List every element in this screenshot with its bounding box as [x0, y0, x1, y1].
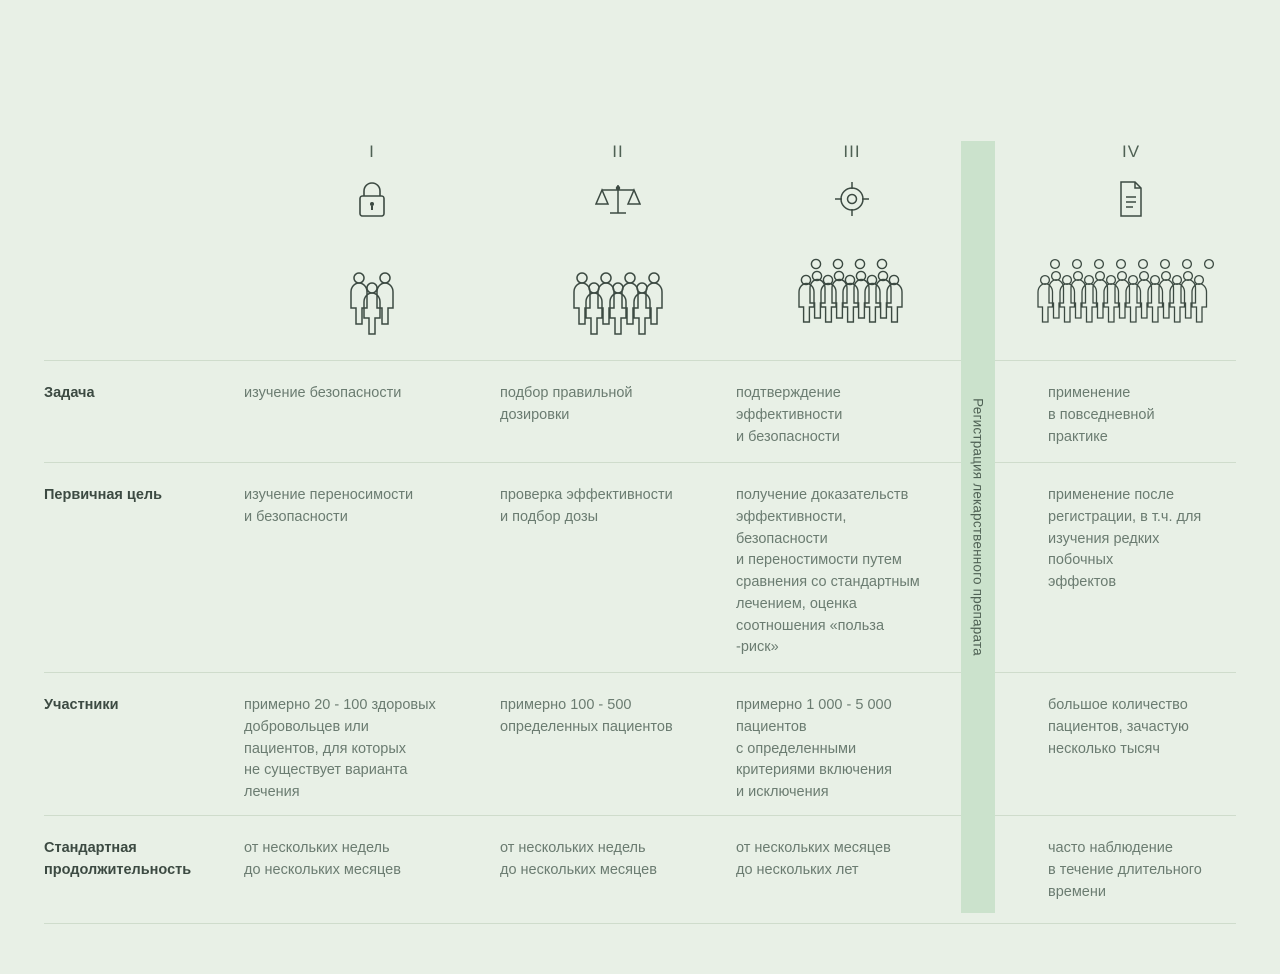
- cell-task-phase2: подбор правильной дозировки: [500, 385, 633, 423]
- cell-goal-phase4: применение после регистрации, в т.ч. для изучения редких побочных эффектов: [1048, 487, 1202, 590]
- cell-task-phase1: изучение безопасности: [244, 385, 402, 401]
- row-label-participants: Участники: [44, 697, 119, 713]
- cell-task-phase3: подтверждение эффективности и безопасности: [736, 385, 843, 445]
- people-group-2: [500, 234, 736, 344]
- cell-goal-phase1: изучение переносимости и безопасности: [244, 487, 414, 525]
- phase-column-2: [500, 128, 736, 360]
- phase-roman-3: III: [843, 142, 861, 161]
- lock-icon: [244, 176, 500, 222]
- phase-column-4: [1026, 128, 1236, 360]
- people-group-3: [736, 234, 968, 344]
- people-group-1: [244, 234, 500, 344]
- phase-roman-4: IV: [1121, 142, 1141, 161]
- cell-participants-phase3: примерно 1 000 - 5 000 пациентов с определенными критериями включения и исключения: [736, 697, 892, 800]
- phase-column-1: [244, 128, 500, 360]
- cell-task-phase4: применение в повседневной практике: [1048, 385, 1155, 445]
- cell-duration-phase4: часто наблюдение в течение длительного времени: [1048, 840, 1202, 900]
- row-label-primary-goal: Первичная цель: [44, 487, 163, 503]
- header-label-spacer: [44, 128, 244, 360]
- table-row: [44, 815, 1236, 924]
- cell-participants-phase1: примерно 20 - 100 здоровых добровольцев или пациентов, для которых не существует варианта лечения: [244, 697, 436, 800]
- row-label-duration: Стандартная продолжительность: [44, 840, 192, 878]
- people-group-4: [1026, 234, 1236, 344]
- phase-column-3: [736, 128, 968, 360]
- cell-participants-phase2: примерно 100 - 500 определенных пациентов: [500, 697, 673, 735]
- cell-duration-phase3: от нескольких месяцев до нескольких лет: [736, 840, 891, 878]
- phases-grid: [44, 0, 1236, 974]
- target-icon: [736, 176, 968, 222]
- phases-header-row: [44, 128, 1236, 360]
- cell-duration-phase2: от нескольких недель до нескольких месяцев: [500, 840, 657, 878]
- table-row: [44, 462, 1236, 672]
- row-label-task: Задача: [44, 385, 95, 401]
- table-row: [44, 672, 1236, 815]
- cell-duration-phase1: от нескольких недель до нескольких месяцев: [244, 840, 401, 878]
- cell-goal-phase2: проверка эффективности и подбор дозы: [500, 487, 673, 525]
- table-row: [44, 360, 1236, 462]
- scales-icon: [500, 176, 736, 222]
- cell-participants-phase4: большое количество пациентов, зачастую несколько тысяч: [1048, 697, 1189, 757]
- cell-goal-phase3: получение доказательств эффективности, безопасности и переностимости путем сравнения со стандартным лечением, оценка соотношения «польза -риск»: [736, 487, 920, 656]
- phase-roman-2: II: [612, 142, 624, 161]
- phase-roman-1: I: [369, 142, 375, 161]
- registration-band-label: Регистрация лекарственного препарата: [970, 398, 986, 656]
- registration-band: [961, 141, 995, 913]
- comparison-table: [44, 360, 1236, 924]
- document-icon: [1026, 176, 1236, 222]
